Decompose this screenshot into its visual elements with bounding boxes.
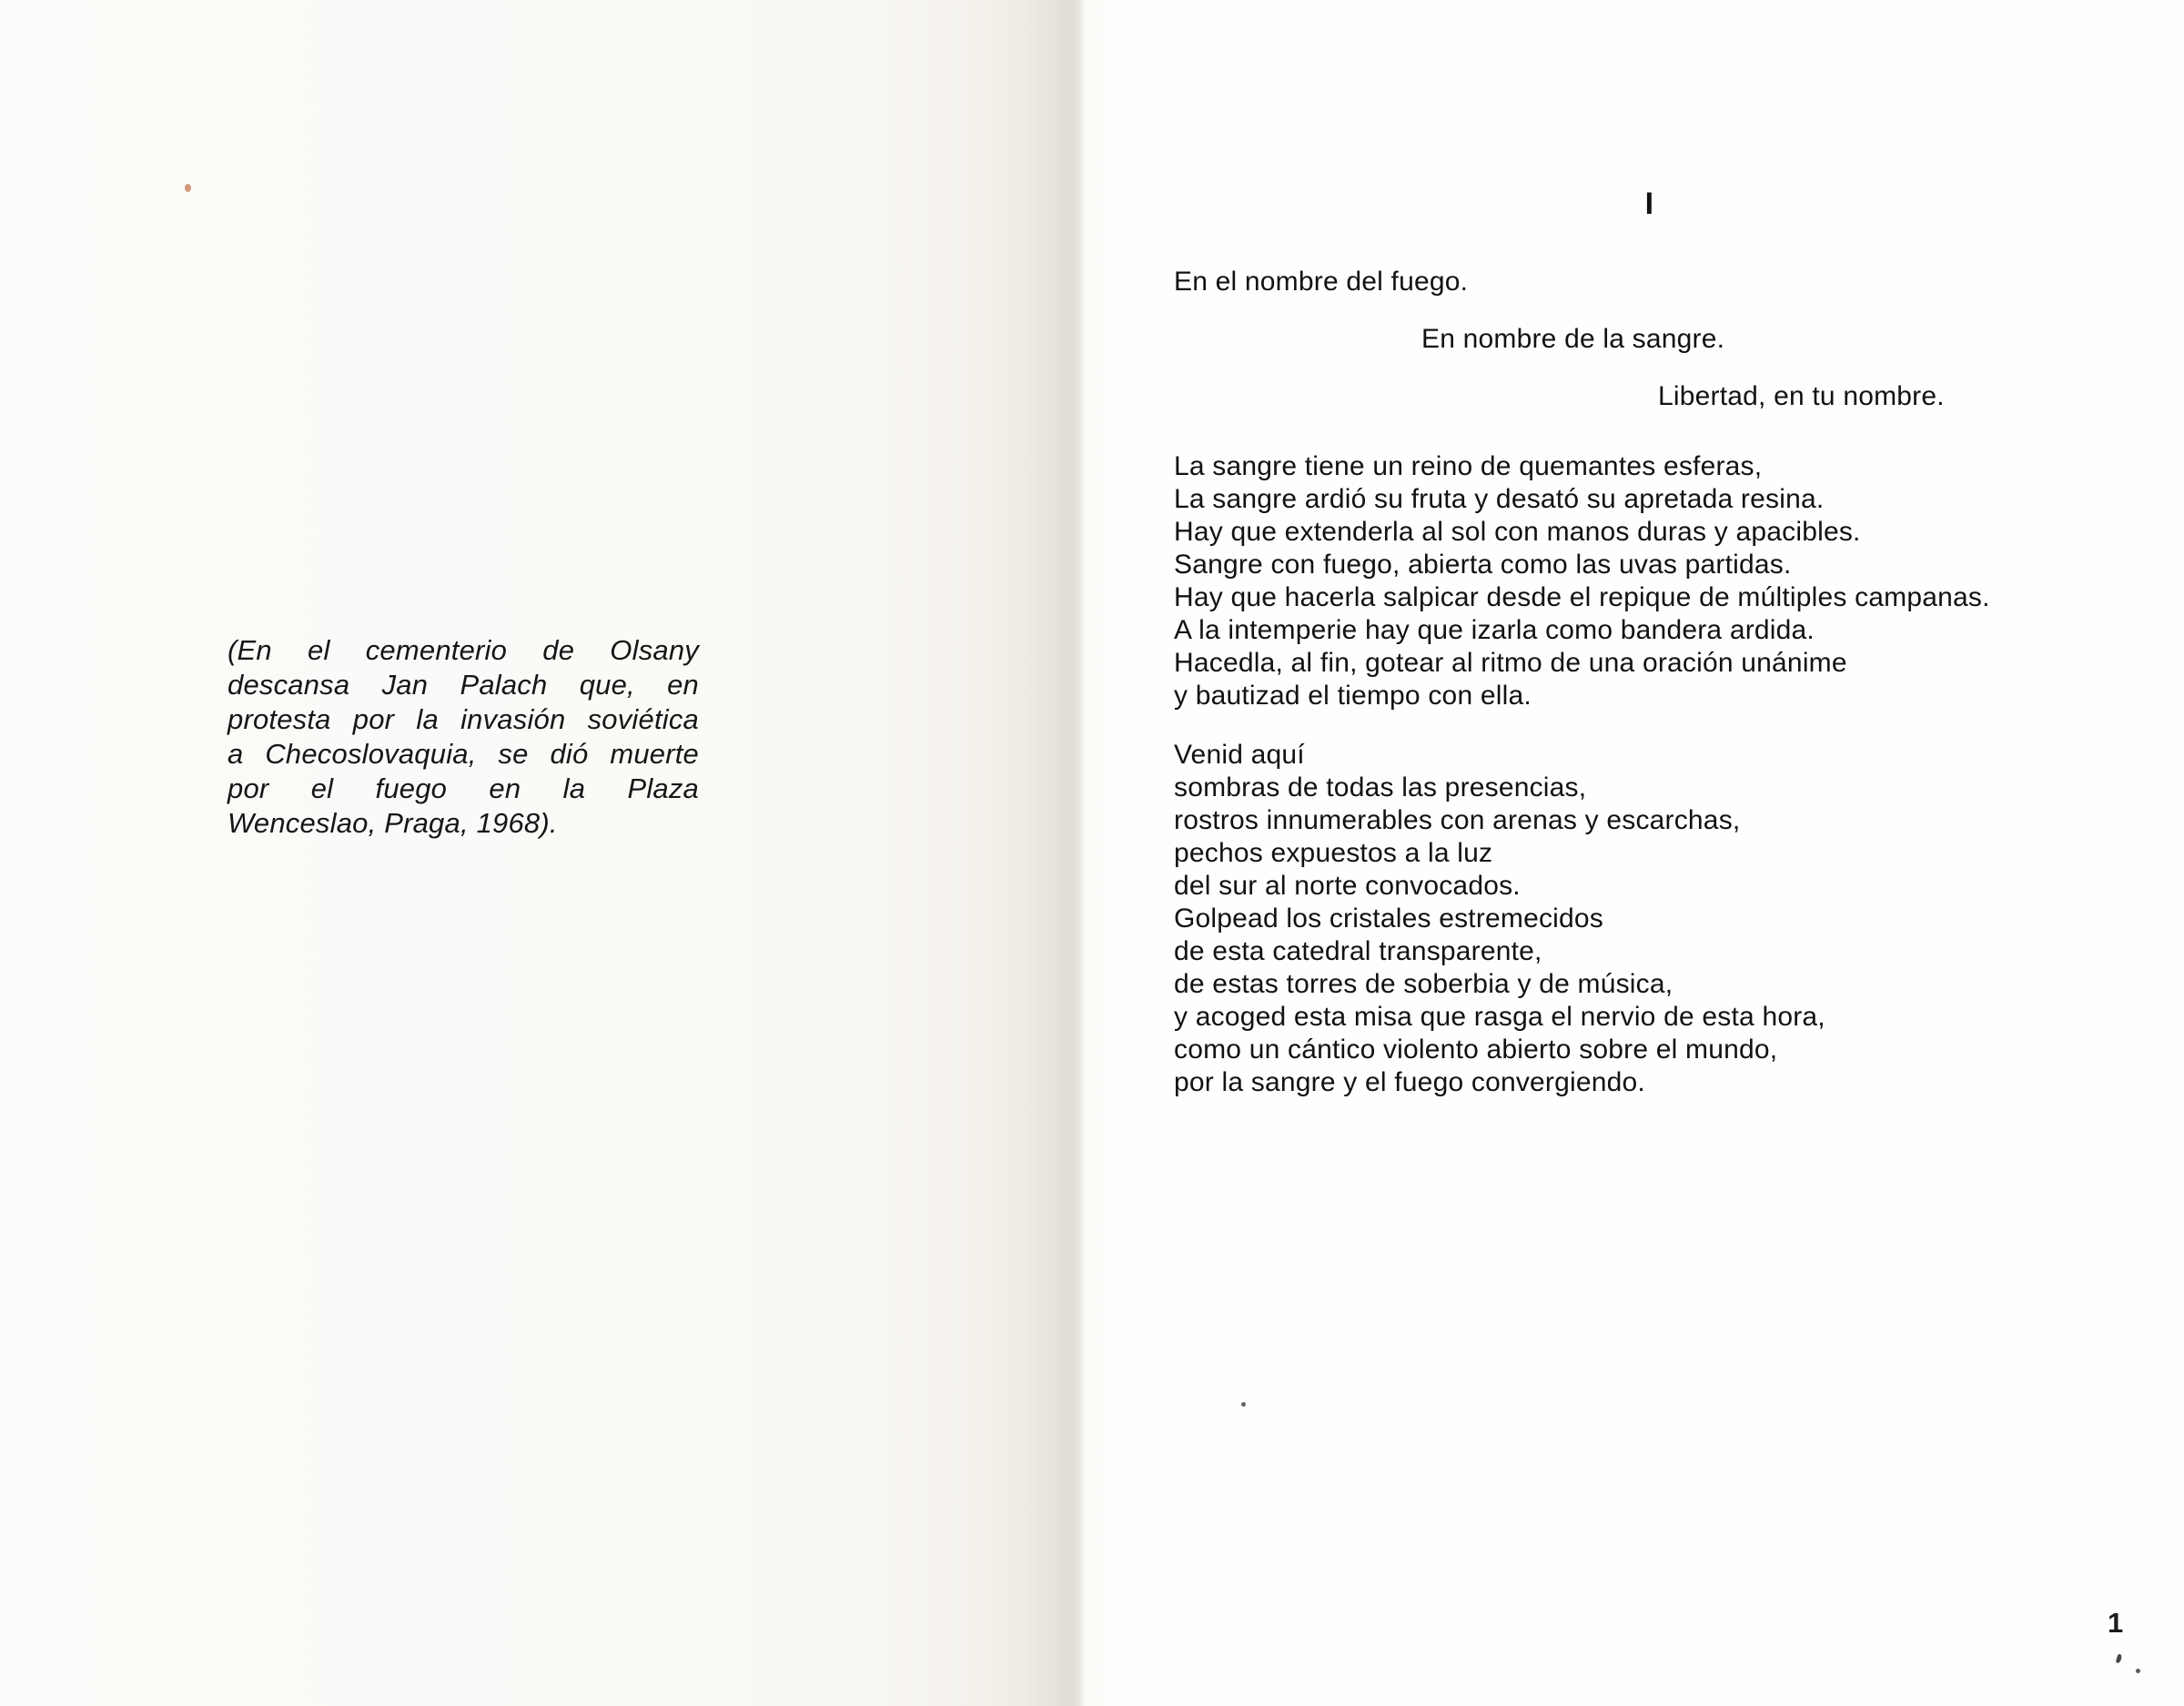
epigraph-line: a Checoslovaquia, se dió muerte bbox=[228, 738, 699, 770]
poem-line: Golpead los cristales estremecidos bbox=[1174, 903, 1604, 934]
poem-line: A la intemperie hay que izarla como bandera ardida. bbox=[1174, 615, 1815, 645]
epigraph-line: por el fuego en la Plaza bbox=[228, 772, 699, 804]
poem-line: pechos expuestos a la luz bbox=[1174, 838, 1493, 868]
poem-line: por la sangre y el fuego convergiendo. bbox=[1174, 1067, 1645, 1097]
poem-line: La sangre tiene un reino de quemantes esferas, bbox=[1174, 451, 1763, 481]
poem-line: y acoged esta misa que rasga el nervio de esta hora, bbox=[1174, 1002, 1825, 1032]
poem-line: Venid aquí bbox=[1174, 740, 1305, 770]
poem-line: Hacedla, al fin, gotear al ritmo de una oración unánime bbox=[1174, 648, 1847, 678]
poem-line: La sangre ardió su fruta y desató su apretada resina. bbox=[1174, 484, 1825, 514]
poem-line: Hay que extenderla al sol con manos duras y apacibles. bbox=[1174, 517, 1861, 547]
poem-line: Libertad, en tu nombre. bbox=[1658, 381, 1945, 411]
poem-invocation-stanza bbox=[1174, 266, 2125, 438]
poem-line: sombras de todas las presencias, bbox=[1174, 772, 1587, 803]
poem-line: En nombre de la sangre. bbox=[1421, 324, 1725, 354]
left-page bbox=[0, 0, 1078, 1706]
poem-section-number: I bbox=[1644, 187, 1654, 221]
poem-line: y bautizad el tiempo con ella. bbox=[1174, 681, 1532, 711]
poem-line: del sur al norte convocados. bbox=[1174, 871, 1521, 901]
poem-line: Sangre con fuego, abierta como las uvas partidas. bbox=[1174, 550, 1792, 580]
epigraph-line: descansa Jan Palach que, en bbox=[228, 669, 699, 701]
poem-line: En el nombre del fuego. bbox=[1174, 267, 1469, 297]
epigraph-line: Wenceslao, Praga, 1968). bbox=[228, 807, 558, 839]
poem-line: de estas torres de soberbia y de música, bbox=[1174, 969, 1673, 999]
poem-stanza-blood bbox=[1174, 450, 2125, 712]
poem-line: como un cántico violento abierto sobre el mundo, bbox=[1174, 1035, 1778, 1065]
epigraph-line: (En el cementerio de Olsany bbox=[228, 634, 699, 666]
poem-line: Hay que hacerla salpicar desde el repique de múltiples campanas. bbox=[1174, 582, 1990, 612]
epigraph-line: protesta por la invasión soviética bbox=[228, 703, 699, 735]
page-number: 1 bbox=[2108, 1607, 2124, 1639]
epigraph-block bbox=[228, 633, 699, 841]
poem-line: rostros innumerables con arenas y escarchas, bbox=[1174, 805, 1741, 835]
poem-line: de esta catedral transparente, bbox=[1174, 936, 1542, 966]
poem-stanza-summons bbox=[1174, 739, 2125, 1099]
